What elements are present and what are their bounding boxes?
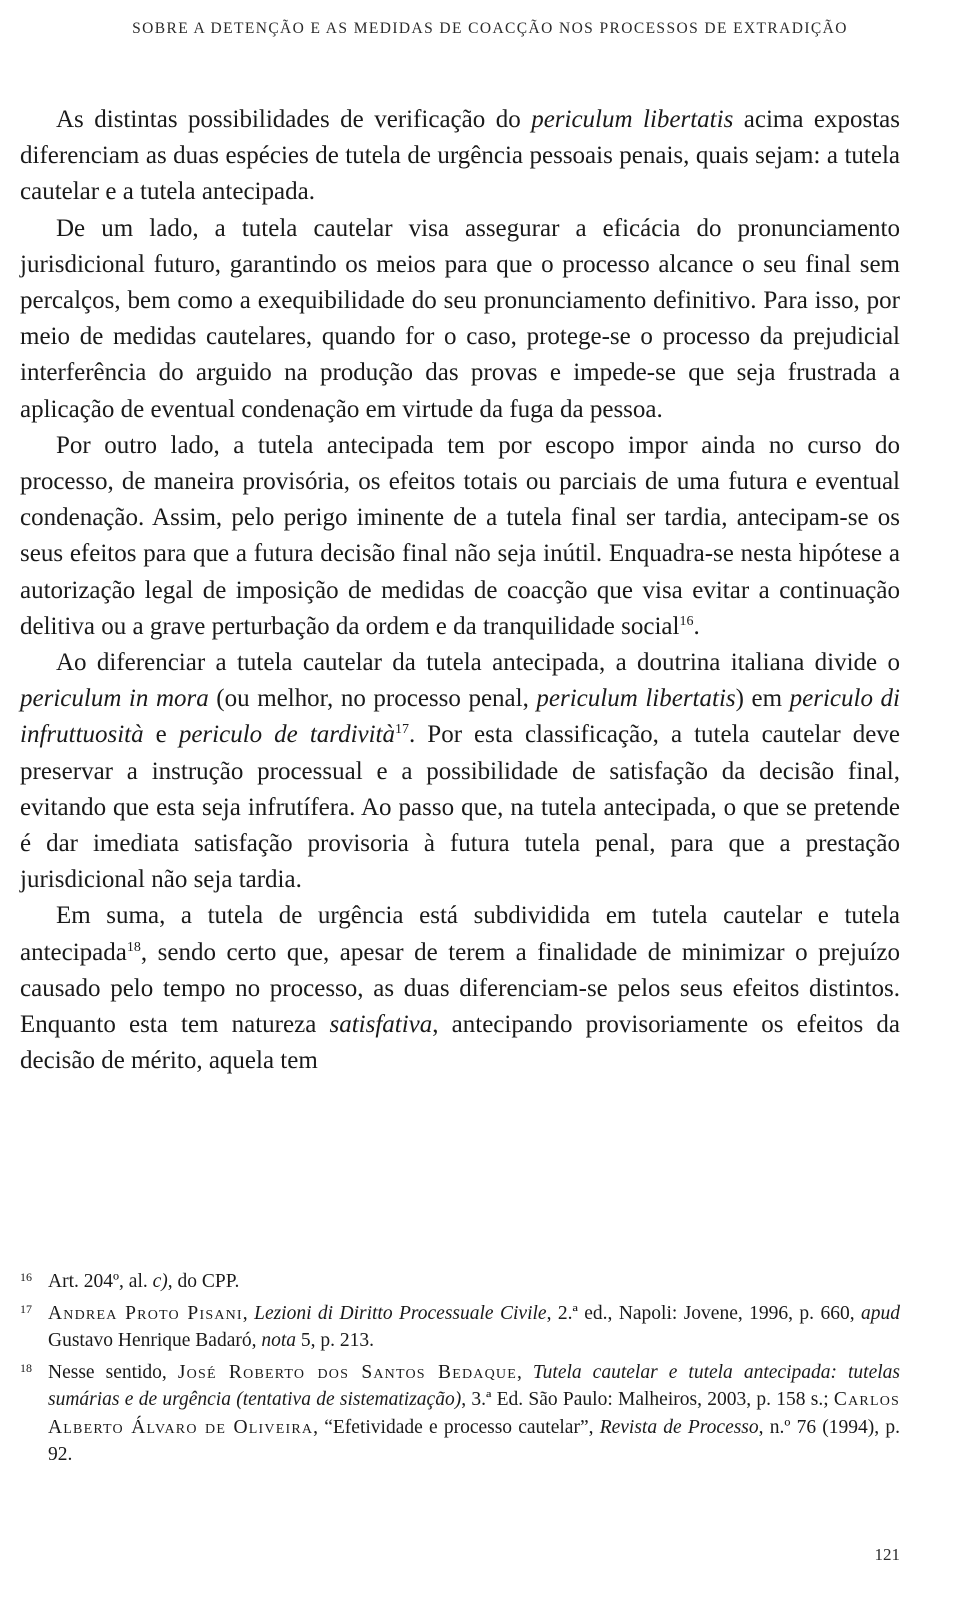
footnote-ref-16[interactable]: 16	[679, 613, 694, 629]
page-number: 121	[874, 1545, 900, 1564]
paragraph-3: Por outro lado, a tutela antecipada tem por escopo impor ainda no curso do processo, de maneira provisória, os efeitos totais ou parciais de uma futura e eventual condenação. Assim, pelo perigo iminente de a tutela final ser tardia, antecipam-se os seus efeitos para que a futura decisão final não seja inútil. Enquadra-se nesta hipótese a autorização legal de imposição de medidas de coacção que visa evitar a continuação delitiva ou a grave perturbação da ordem e da tranquilidade social$^{16}$.	[20, 431, 900, 640]
paragraph-2: De um lado, a tutela cautelar visa assegurar a eficácia do pronunciamento jurisdicional futuro, garantindo os meios para que o processo alcance o seu final sem percalços, bem como a exequibilidade do seu pronunciamento definitivo. Para isso, por meio de medidas cautelares, quando for o caso, protege-se o processo da prejudicial interferência do arguido na produção das provas e impede-se que seja frustrada a aplicação de eventual condenação em virtude da fuga da pessoa.	[20, 214, 900, 423]
footnote-ref-17[interactable]: 17	[395, 722, 409, 738]
footnote-ref-18[interactable]: 18	[126, 939, 141, 955]
paragraph-1: As distintas possibilidades de verificação do periculum libertatis acima expostas diferenciam as duas espécies de tutela de urgência pessoais penais, quais sejam: a tutela cautelar e a tutela antecipada.	[20, 106, 901, 206]
footnote-18: 18 Nesse sentido, José Roberto dos Santos Bedaque, Tutela cautelar e tutela antecipada: tutelas sumárias e de urgência (tentativa de sistematização), 3.ª Ed. São Paulo: Malheiros, 2003, p. 158 s.; Carlos Alberto Álvaro de Oliveira, “Efetividade e processo cautelar”, Revista de Processo, n.º 76 (1994), p. 92.	[20, 1360, 901, 1465]
footnotes	[20, 1264, 900, 1469]
footnote-16: 16 Art. 204º, al. c), do CPP.	[20, 1270, 240, 1292]
main-text	[20, 102, 900, 1079]
paragraph-4: Ao diferenciar a tutela cautelar da tutela antecipada, a doutrina italiana divide o periculum in mora (ou melhor, no processo penal, periculum libertatis) em periculo di infruttuosità e periculo de tardività$^{17}$. Por esta classificação, a tutela cautelar deve preservar a instrução processual e a possibilidade de satisfação da decisão final, evitando que esta seja infrutífera. Ao passo que, na tutela antecipada, o que se pretende é dar imediata satisfação provisoria à futura tutela penal, para que a prestação jurisdicional não seja tardia.	[20, 649, 900, 894]
paragraph-5: Em suma, a tutela de urgência está subdividida em tutela cautelar e tutela antecipada$^{18}$, sendo certo que, apesar de terem a finalidade de minimizar o prejuízo causado pelo tempo no processo, as duas diferenciam-se pelos seus efeitos distintos. Enquanto esta tem natureza satisfativa, antecipando provisoriamente os efeitos da decisão de mérito, aquela tem	[20, 902, 900, 1075]
running-header: SOBRE A DETENÇÃO E AS MEDIDAS DE COACÇÃO NOS PROCESSOS DE EXTRADIÇÃO	[132, 20, 848, 37]
footnote-17: 17 Andrea Proto Pisani, Lezioni di Diritto Processuale Civile, 2.ª ed., Napoli: Jovene, 1996, p. 660, apud Gustavo Henrique Badaró, nota 5, p. 213.	[20, 1301, 900, 1351]
